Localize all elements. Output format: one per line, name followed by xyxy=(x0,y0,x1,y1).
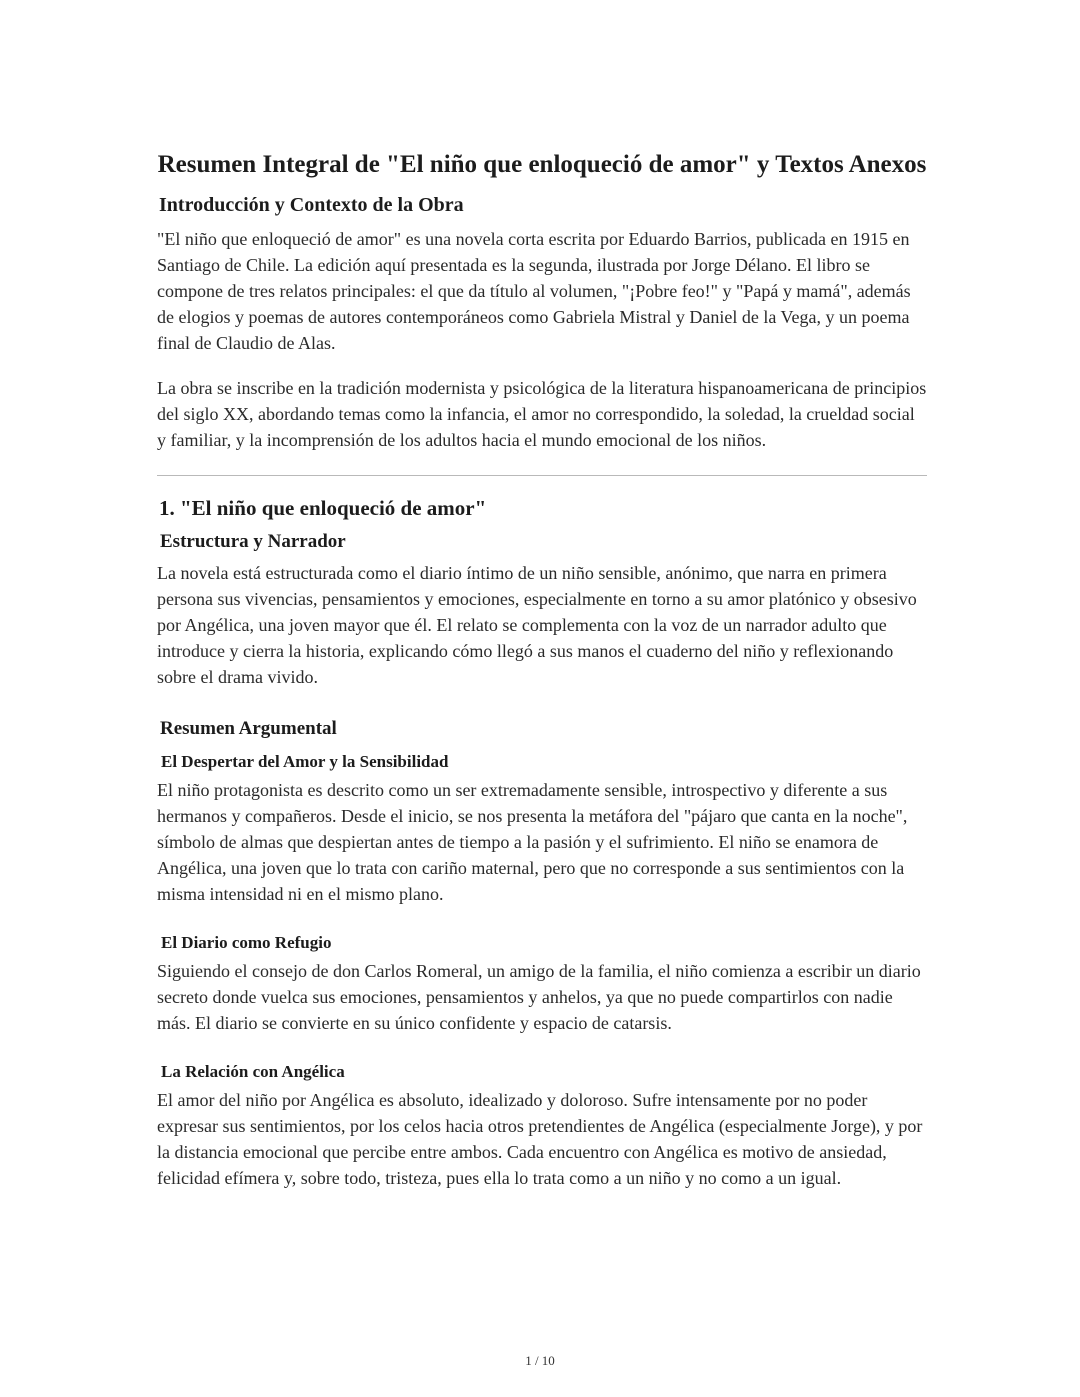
section-divider xyxy=(157,475,927,476)
section-1-heading: 1. "El niño que enloqueció de amor" xyxy=(159,495,487,520)
estructura-narrador-paragraph: La novela está estructurada como el diario íntimo de un niño sensible, anónimo, que narra en primera persona sus vivencias, pensamientos y emociones, especialmente en torno a su amor platónico y obsesivo por Angélica, una joven mayor que él. El relato se complementa con la voz de un narrador adulto que introduce y cierra la historia, explicando cómo llegó a sus manos el cuaderno del niño y reflexionando sobre el drama vivido. xyxy=(157,562,917,687)
document-title: Resumen Integral de "El niño que enloqueció de amor" y Textos Anexos xyxy=(157,151,927,178)
relacion-angelica-heading: La Relación con Angélica xyxy=(161,1061,345,1081)
despertar-amor-heading: El Despertar del Amor y la Sensibilidad xyxy=(161,751,449,771)
diario-refugio-paragraph: Siguiendo el consejo de don Carlos Romeral, un amigo de la familia, el niño comienza a escribir un diario secreto donde vuelca sus emociones, pensamientos y anhelos, ya que no puede compartirlos con nadie más. El diario se convierte en su único confidente y espacio de catarsis. xyxy=(157,960,921,1033)
intro-heading: Introducción y Contexto de la Obra xyxy=(159,193,464,216)
despertar-amor-paragraph: El niño protagonista es descrito como un ser extremadamente sensible, introspectivo y diferente a sus hermanos y compañeros. Desde el inicio, se nos presenta la metáfora del "pájaro que canta en la noche", símbolo de almas que despiertan antes de tiempo a la pasión y el sufrimiento. El niño se enamora de Angélica, una joven que lo trata con cariño maternal, pero que no corresponde a sus sentimientos con la misma intensidad ni en el mismo plano. xyxy=(157,779,908,904)
relacion-angelica-paragraph: El amor del niño por Angélica es absoluto, idealizado y doloroso. Sufre intensamente por no poder expresar sus sentimientos, por los celos hacia otros pretendientes de Angélica (especialmente Jorge), y por la distancia emocional que percibe entre ambos. Cada encuentro con Angélica es motivo de ansiedad, felicidad efímera y, sobre todo, tristeza, pues ella lo trata como a un niño y no como a un igual. xyxy=(157,1089,923,1188)
section-1 xyxy=(157,496,927,1191)
diario-refugio-heading: El Diario como Refugio xyxy=(161,932,332,952)
section-introduccion xyxy=(157,194,927,453)
page-number: 1 / 10 xyxy=(525,1353,555,1368)
estructura-narrador-heading: Estructura y Narrador xyxy=(160,530,346,552)
resumen-argumental-heading: Resumen Argumental xyxy=(160,717,337,739)
intro-paragraph-2: La obra se inscribe en la tradición modernista y psicológica de la literatura hispanoamericana de principios del siglo XX, abordando temas como la infancia, el amor no correspondido, la soledad, la crueldad social y familiar, y la incomprensión de los adultos hacia el mundo emocional de los niños. xyxy=(157,377,927,450)
intro-paragraph-1: "El niño que enloqueció de amor" es una novela corta escrita por Eduardo Barrios, publicada en 1915 en Santiago de Chile. La edición aquí presentada es la segunda, ilustrada por Jorge Délano. El libro se compone de tres relatos principales: el que da título al volumen, "¡Pobre feo!" y "Papá y mamá", además de elogios y poemas de autores contemporáneos como Gabriela Mistral y Daniel de la Vega, y un poema final de Claudio de Alas. xyxy=(157,228,911,353)
